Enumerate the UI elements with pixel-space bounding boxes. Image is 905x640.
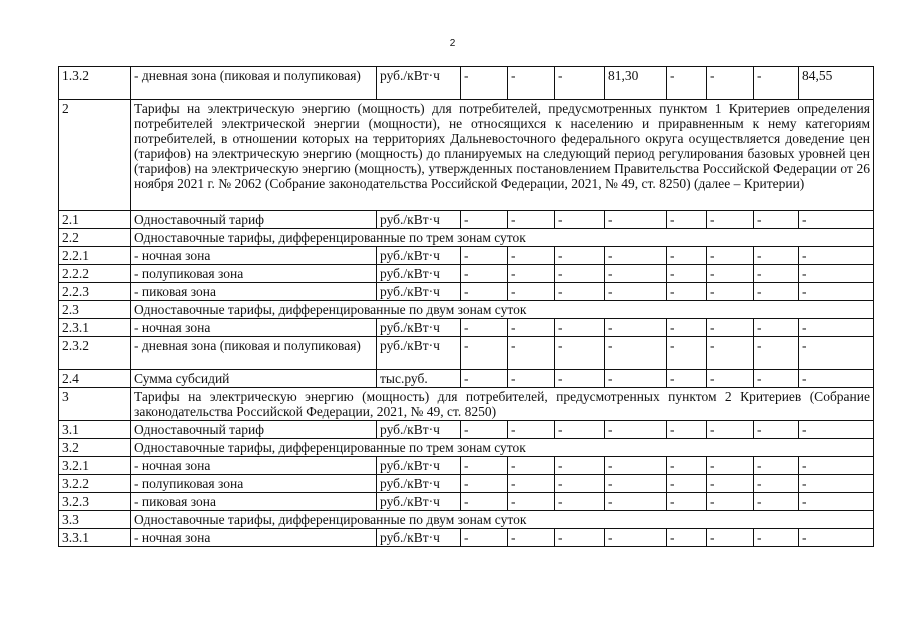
value-cell: -: [555, 265, 605, 283]
section-title: Одноставочные тарифы, дифференцированные по двум зонам суток: [131, 301, 874, 319]
row-number: 2.2.2: [59, 265, 131, 283]
value-cell: -: [799, 319, 874, 337]
value-cell: -: [754, 457, 799, 475]
value-cell: -: [508, 319, 555, 337]
value-cell: -: [508, 457, 555, 475]
value-cell: -: [461, 67, 508, 100]
row-unit: руб./кВт·ч: [377, 283, 461, 301]
value-cell: -: [605, 421, 667, 439]
row-number: 2.3.2: [59, 337, 131, 370]
value-cell: -: [605, 475, 667, 493]
value-cell: 84,55: [799, 67, 874, 100]
value-cell: -: [799, 529, 874, 547]
value-cell: -: [707, 319, 754, 337]
value-cell: -: [555, 67, 605, 100]
value-cell: -: [555, 370, 605, 388]
value-cell: 81,30: [605, 67, 667, 100]
value-cell: -: [508, 337, 555, 370]
row-name: - ночная зона: [131, 529, 377, 547]
row-number: 1.3.2: [59, 67, 131, 100]
row-number: 3.3.1: [59, 529, 131, 547]
row-number: 2: [59, 100, 131, 211]
value-cell: -: [461, 283, 508, 301]
value-cell: -: [667, 67, 707, 100]
row-number: 3: [59, 388, 131, 421]
row-name: - ночная зона: [131, 247, 377, 265]
row-unit: руб./кВт·ч: [377, 319, 461, 337]
value-cell: -: [754, 529, 799, 547]
value-cell: -: [707, 337, 754, 370]
value-cell: -: [461, 265, 508, 283]
row-unit: руб./кВт·ч: [377, 67, 461, 100]
value-cell: -: [707, 247, 754, 265]
value-cell: -: [461, 457, 508, 475]
value-cell: -: [707, 493, 754, 511]
page-number: 2: [449, 38, 456, 49]
table-row: [59, 283, 874, 301]
value-cell: -: [754, 319, 799, 337]
value-cell: -: [799, 337, 874, 370]
value-cell: -: [605, 265, 667, 283]
value-cell: -: [667, 265, 707, 283]
value-cell: -: [667, 493, 707, 511]
table-row: [59, 457, 874, 475]
value-cell: -: [461, 211, 508, 229]
value-cell: -: [667, 319, 707, 337]
value-cell: -: [667, 457, 707, 475]
section-title: Тарифы на электрическую энергию (мощность) для потребителей, предусмотренных пунктом 2 Критериев (Собрание законодательства Российской Федерации, 2021, № 49, ст. 8250): [131, 388, 874, 421]
value-cell: -: [605, 529, 667, 547]
value-cell: -: [667, 475, 707, 493]
row-number: 2.2: [59, 229, 131, 247]
value-cell: -: [667, 421, 707, 439]
value-cell: -: [508, 370, 555, 388]
table-row: [59, 319, 874, 337]
section-title: Одноставочные тарифы, дифференцированные по трем зонам суток: [131, 229, 874, 247]
value-cell: -: [461, 529, 508, 547]
value-cell: -: [799, 265, 874, 283]
value-cell: -: [461, 337, 508, 370]
tariff-table: [58, 66, 874, 547]
value-cell: -: [667, 529, 707, 547]
value-cell: -: [555, 529, 605, 547]
value-cell: -: [555, 211, 605, 229]
section-row: [59, 229, 874, 247]
value-cell: -: [754, 67, 799, 100]
section-row: [59, 439, 874, 457]
row-unit: тыс.руб.: [377, 370, 461, 388]
value-cell: -: [605, 247, 667, 265]
value-cell: -: [461, 319, 508, 337]
value-cell: -: [508, 475, 555, 493]
value-cell: -: [667, 337, 707, 370]
value-cell: -: [461, 370, 508, 388]
section-row: [59, 388, 874, 421]
row-unit: руб./кВт·ч: [377, 211, 461, 229]
row-number: 2.3.1: [59, 319, 131, 337]
section-title: Одноставочные тарифы, дифференцированные по двум зонам суток: [131, 511, 874, 529]
row-number: 3.2.2: [59, 475, 131, 493]
value-cell: -: [799, 283, 874, 301]
row-unit: руб./кВт·ч: [377, 529, 461, 547]
table-row: [59, 475, 874, 493]
value-cell: -: [508, 283, 555, 301]
row-unit: руб./кВт·ч: [377, 457, 461, 475]
value-cell: -: [667, 247, 707, 265]
value-cell: -: [555, 337, 605, 370]
table-row: [59, 67, 874, 100]
value-cell: -: [508, 67, 555, 100]
row-name: - дневная зона (пиковая и полупиковая): [131, 67, 377, 100]
table-row: [59, 265, 874, 283]
section-row: [59, 511, 874, 529]
value-cell: -: [508, 493, 555, 511]
value-cell: -: [555, 493, 605, 511]
value-cell: -: [508, 211, 555, 229]
value-cell: -: [605, 337, 667, 370]
value-cell: -: [508, 265, 555, 283]
value-cell: -: [754, 247, 799, 265]
value-cell: -: [555, 457, 605, 475]
value-cell: -: [605, 370, 667, 388]
value-cell: -: [707, 283, 754, 301]
value-cell: -: [754, 265, 799, 283]
value-cell: -: [754, 370, 799, 388]
table-row: [59, 370, 874, 388]
row-unit: руб./кВт·ч: [377, 247, 461, 265]
value-cell: -: [754, 283, 799, 301]
value-cell: -: [754, 337, 799, 370]
table-row: [59, 421, 874, 439]
row-number: 3.2.3: [59, 493, 131, 511]
table-row: [59, 493, 874, 511]
value-cell: -: [707, 475, 754, 493]
value-cell: -: [799, 421, 874, 439]
row-name: - полупиковая зона: [131, 475, 377, 493]
value-cell: -: [707, 211, 754, 229]
section-row: [59, 100, 874, 211]
value-cell: -: [461, 475, 508, 493]
value-cell: -: [555, 247, 605, 265]
value-cell: -: [667, 283, 707, 301]
row-name: Одноставочный тариф: [131, 211, 377, 229]
value-cell: -: [754, 493, 799, 511]
value-cell: -: [461, 421, 508, 439]
row-unit: руб./кВт·ч: [377, 493, 461, 511]
value-cell: -: [799, 211, 874, 229]
value-cell: -: [605, 457, 667, 475]
row-number: 3.1: [59, 421, 131, 439]
row-name: - полупиковая зона: [131, 265, 377, 283]
row-number: 3.3: [59, 511, 131, 529]
value-cell: -: [555, 421, 605, 439]
table-row: [59, 211, 874, 229]
value-cell: -: [754, 211, 799, 229]
value-cell: -: [707, 529, 754, 547]
row-unit: руб./кВт·ч: [377, 475, 461, 493]
value-cell: -: [707, 457, 754, 475]
row-name: - пиковая зона: [131, 493, 377, 511]
value-cell: -: [799, 247, 874, 265]
value-cell: -: [555, 283, 605, 301]
value-cell: -: [605, 211, 667, 229]
row-number: 3.2: [59, 439, 131, 457]
row-number: 2.2.1: [59, 247, 131, 265]
table-row: [59, 247, 874, 265]
value-cell: -: [667, 370, 707, 388]
value-cell: -: [508, 421, 555, 439]
value-cell: -: [461, 247, 508, 265]
value-cell: -: [707, 370, 754, 388]
value-cell: -: [799, 370, 874, 388]
table-body: [59, 67, 874, 547]
section-title: Одноставочные тарифы, дифференцированные по трем зонам суток: [131, 439, 874, 457]
row-number: 2.3: [59, 301, 131, 319]
row-name: Одноставочный тариф: [131, 421, 377, 439]
row-number: 2.1: [59, 211, 131, 229]
row-number: 2.4: [59, 370, 131, 388]
section-title: Тарифы на электрическую энергию (мощность) для потребителей, предусмотренных пунктом 1 Критериев определения потребителей электрической энергии (мощности), не относящихся к населению и приравненным к нему категориям потребителей, в отношении которых на территориях Дальневосточного федерального округа осуществляется доведение цен (тарифов) на электрическую энергию (мощность) до планируемых на следующий период регулирования базовых уровней цен (тарифов) на электрическую энергию (мощность), утвержденных постановлением Правительства Российской Федерации от 26 ноября 2021 г. № 2062 (Собрание законодательства Российской Федерации, 2021, № 49, ст. 8250) (далее – Критерии): [131, 100, 874, 211]
value-cell: -: [508, 247, 555, 265]
value-cell: -: [555, 475, 605, 493]
row-number: 3.2.1: [59, 457, 131, 475]
value-cell: -: [508, 529, 555, 547]
value-cell: -: [799, 493, 874, 511]
row-name: - ночная зона: [131, 319, 377, 337]
value-cell: -: [799, 475, 874, 493]
value-cell: -: [605, 283, 667, 301]
value-cell: -: [707, 265, 754, 283]
row-name: - пиковая зона: [131, 283, 377, 301]
value-cell: -: [754, 421, 799, 439]
value-cell: -: [667, 211, 707, 229]
value-cell: -: [754, 475, 799, 493]
table-row: [59, 337, 874, 370]
value-cell: -: [799, 457, 874, 475]
value-cell: -: [555, 319, 605, 337]
row-name: - ночная зона: [131, 457, 377, 475]
value-cell: -: [461, 493, 508, 511]
row-name: - дневная зона (пиковая и полупиковая): [131, 337, 377, 370]
row-unit: руб./кВт·ч: [377, 337, 461, 370]
value-cell: -: [707, 67, 754, 100]
section-row: [59, 301, 874, 319]
row-name: Сумма субсидий: [131, 370, 377, 388]
table-row: [59, 529, 874, 547]
value-cell: -: [707, 421, 754, 439]
value-cell: -: [605, 493, 667, 511]
value-cell: -: [605, 319, 667, 337]
row-unit: руб./кВт·ч: [377, 421, 461, 439]
row-unit: руб./кВт·ч: [377, 265, 461, 283]
row-number: 2.2.3: [59, 283, 131, 301]
